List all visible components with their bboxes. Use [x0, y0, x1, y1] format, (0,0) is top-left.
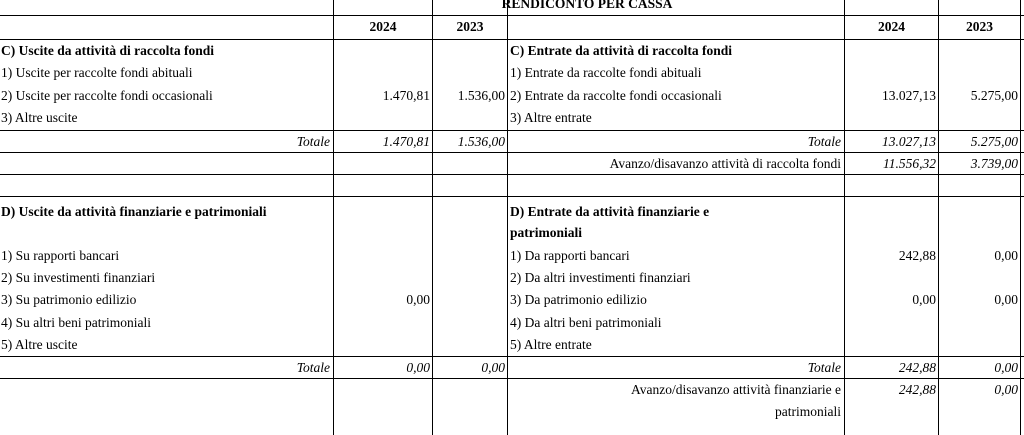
year-header-2023-right: 2023	[966, 19, 993, 34]
section-c-right-row-label: 2) Entrate da raccolte fondi occasionali	[510, 88, 722, 103]
report-title: RENDICONTO PER CASSA	[501, 0, 673, 11]
section-d-left-row-2024: 0,00	[406, 292, 430, 307]
grid-line	[0, 196, 1024, 197]
section-c-right-row-label: 1) Entrate da raccolte fondi abituali	[510, 65, 702, 80]
year-header-2023-left: 2023	[456, 19, 484, 34]
section-d-right-row-label: 4) Da altri beni patrimoniali	[510, 315, 662, 330]
section-d-balance-label-line1: Avanzo/disavanzo attività finanziarie e	[630, 382, 841, 397]
section-c-right-total-label: Totale	[807, 134, 841, 149]
section-d-right-row-2023: 0,00	[994, 292, 1018, 307]
section-d-right-total-2023: 0,00	[994, 360, 1018, 375]
section-c-left-row-label: 3) Altre uscite	[1, 110, 78, 125]
section-d-left-total-2023: 0,00	[481, 360, 505, 375]
section-d-right-row-label: 5) Altre entrate	[510, 337, 592, 352]
section-c-balance-2023: 3.739,00	[970, 156, 1018, 171]
section-d-left-row-label: 4) Su altri beni patrimoniali	[1, 315, 151, 330]
section-c-left-total-2024: 1.470,81	[382, 134, 430, 149]
section-c-left-row-label: 2) Uscite per raccolte fondi occasionali	[1, 88, 213, 103]
section-d-right-header-line2: patrimoniali	[510, 225, 583, 240]
section-c-right-row-2023: 5.275,00	[970, 88, 1018, 103]
section-d-right-row-label: 3) Da patrimonio edilizio	[510, 292, 647, 307]
section-d-left-total-2024: 0,00	[406, 360, 430, 375]
section-d-left-row-label: 1) Su rapporti bancari	[1, 248, 120, 263]
section-d-right-row-label: 2) Da altri investimenti finanziari	[510, 270, 691, 285]
section-d-left-row-label: 3) Su patrimonio edilizio	[1, 292, 137, 307]
section-c-balance-2024: 11.556,32	[883, 156, 936, 171]
section-c-right-row-label: 3) Altre entrate	[510, 110, 592, 125]
section-d-left-header: D) Uscite da attività finanziarie e patrimoniali	[1, 204, 267, 219]
section-d-right-header-line1: D) Entrate da attività finanziarie e	[510, 204, 710, 219]
section-d-right-row-2024: 0,00	[912, 292, 936, 307]
section-d-right-row-label: 1) Da rapporti bancari	[510, 248, 630, 263]
section-c-right-row-2024: 13.027,13	[882, 88, 936, 103]
section-d-right-total-label: Totale	[807, 360, 841, 375]
section-d-balance-2023: 0,00	[994, 382, 1018, 397]
section-c-left-total-2023: 1.536,00	[457, 134, 505, 149]
section-d-left-total-label: Totale	[296, 360, 330, 375]
section-c-left-row-2023: 1.536,00	[457, 88, 505, 103]
section-d-left-row-label: 5) Altre uscite	[1, 337, 78, 352]
section-c-right-total-2024: 13.027,13	[882, 134, 936, 149]
section-c-left-header: C) Uscite da attività di raccolta fondi	[1, 43, 214, 58]
section-c-right-header: C) Entrate da attività di raccolta fondi	[510, 43, 732, 58]
year-header-2024-left: 2024	[369, 19, 397, 34]
year-header-2024-right: 2024	[878, 19, 905, 34]
section-d-balance-label-line2: patrimoniali	[775, 404, 841, 419]
section-d-right-total-2024: 242,88	[898, 360, 936, 375]
section-c-right-total-2023: 5.275,00	[970, 134, 1018, 149]
section-d-right-row-2024: 242,88	[898, 248, 936, 263]
section-d-right-row-2023: 0,00	[994, 248, 1018, 263]
section-c-left-row-2024: 1.470,81	[382, 88, 430, 103]
grid-line	[1020, 0, 1021, 435]
section-d-left-row-label: 2) Su investimenti finanziari	[1, 270, 156, 285]
section-c-left-total-label: Totale	[296, 134, 330, 149]
section-d-balance-2024: 242,88	[898, 382, 936, 397]
section-c-left-row-label: 1) Uscite per raccolte fondi abituali	[1, 65, 193, 80]
section-c-balance-label: Avanzo/disavanzo attività di raccolta fondi	[609, 156, 841, 171]
